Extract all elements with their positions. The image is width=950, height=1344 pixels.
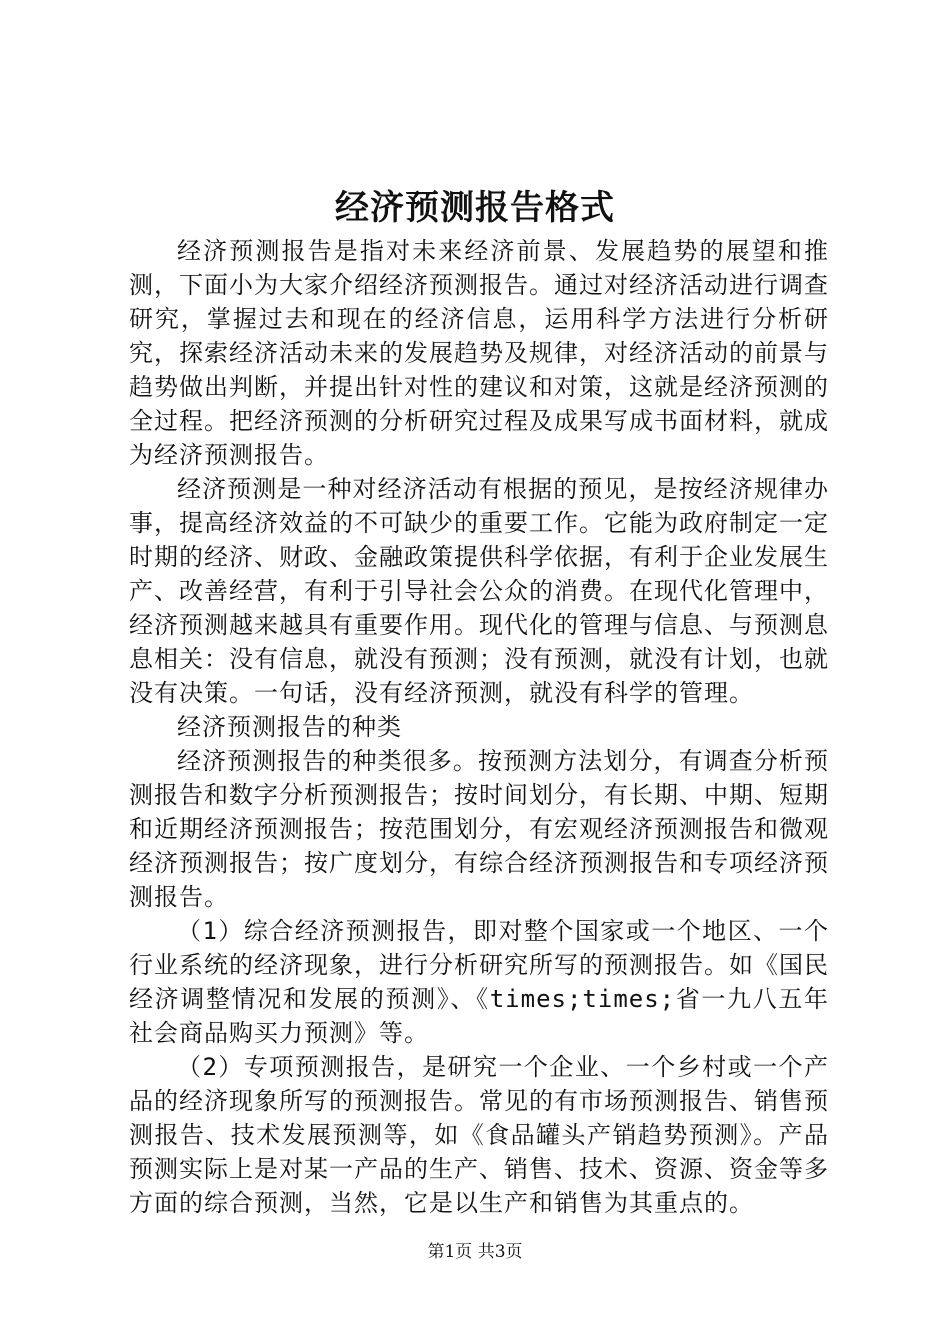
paragraph-importance: 经济预测是一种对经济活动有根据的预见，是按经济规律办事，提高经济效益的不可缺少的重要工作。它能为政府制定一定时期的经济、财政、金融政策提供科学依据，有利于企业发展生产、改善经营，有利于引导社会公众的消费。在现代化管理中，经济预测越来越具有重要作用。现代化的管理与信息、与预测息息相关：没有信息，就没有预测；没有预测，就没有计划，也就没有决策。一句话，没有经济预测，就没有科学的管理。 (129, 475, 829, 707)
paragraph-comprehensive: （1）综合经济预测报告，即对整个国家或一个地区、一个行业系统的经济现象，进行分析研究所写的预测报告。如《国民经济调整情况和发展的预测》、《times;times;省一九八五年社会商品购买力预测》等。 (129, 917, 829, 1047)
paragraph-special: （2）专项预测报告，是研究一个企业、一个乡村或一个产品的经济现象所写的预测报告。常见的有市场预测报告、销售预测报告、技术发展预测等，如《食品罐头产销趋势预测》。产品预测实际上是对某一产品的生产、销售、技术、资源、资金等多方面的综合预测，当然，它是以生产和销售为其重点的。 (129, 1053, 829, 1217)
paragraph-intro: 经济预测报告是指对未来经济前景、发展趋势的展望和推测，下面小为大家介绍经济预测报告。通过对经济活动进行调查研究，掌握过去和现在的经济信息，运用科学方法进行分析研究，探索经济活动未来的发展趋势及规律，对经济活动的前景与趋势做出判断，并提出针对性的建议和对策，这就是经济预测的全过程。把经济预测的分析研究过程及成果写成书面材料，就成为经济预测报告。 (129, 237, 829, 469)
document-title: 经济预测报告格式 (335, 188, 615, 228)
paragraph-types: 经济预测报告的种类很多。按预测方法划分，有调查分析预测报告和数字分析预测报告；按时间划分，有长期、中期、短期和近期经济预测报告；按范围划分，有宏观经济预测报告和微观经济预测报告；按广度划分，有综合经济预测报告和专项经济预测报告。 (129, 747, 829, 911)
page-footer: 第1页 共3页 (427, 1242, 523, 1262)
section-heading-types: 经济预测报告的种类 (177, 713, 402, 741)
document-body (129, 234, 829, 1220)
